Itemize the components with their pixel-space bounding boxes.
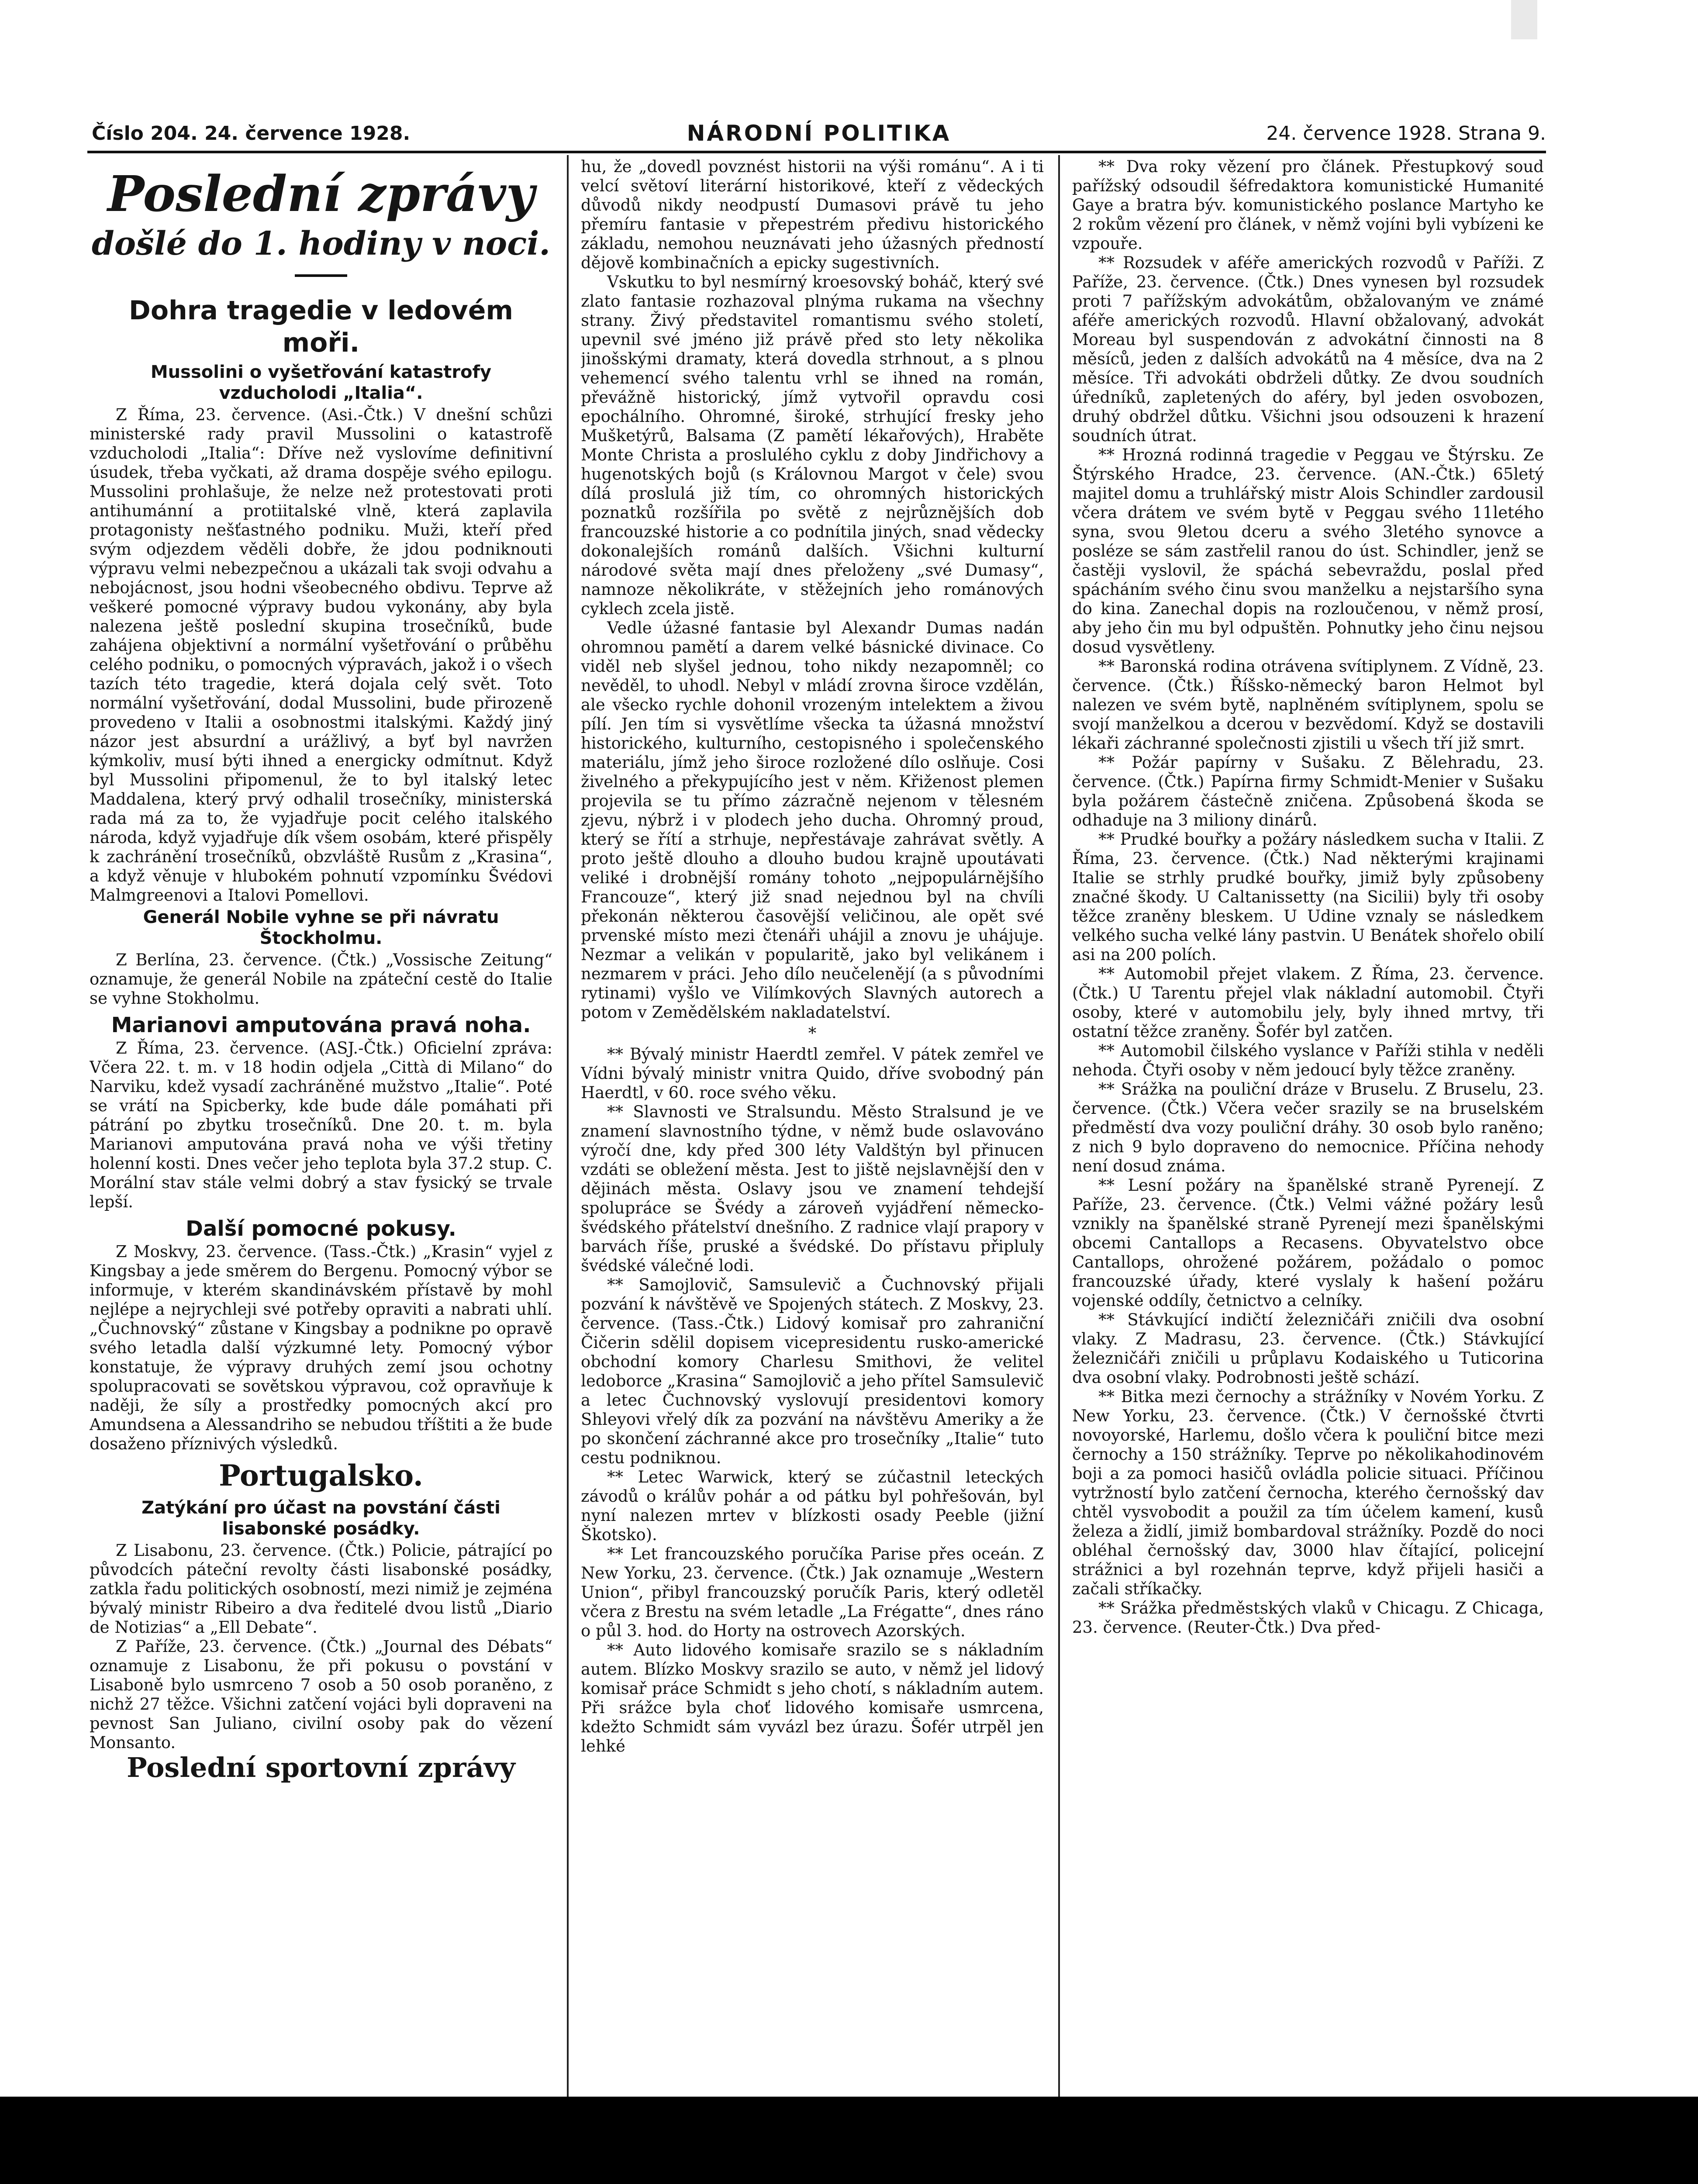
article-headline: Marianovi amputována pravá noha. [111,1013,531,1037]
news-item: ** Baronská rodina otrávena svítiplynem. Z Vídně, 23. července. (Čtk.) Říšsko-německý baron Helmot byl nalezen ve svém bytě, naplněném svítiplynem, spolu se svojí manželkou a dcerou v bezvědomí. Když se dostavili lékaři záchranné společnosti zjistili u všech tří již smrt. [1072,657,1544,753]
news-item: ** Bývalý ministr Haerdtl zemřel. V pátek zemřel ve Vídni bývalý ministr vnitra Quido, dříve svobodný pán Haerdtl, v 60. roce svého věku. [581,1045,1044,1102]
short-rule [295,274,347,277]
article-paragraph: Z Paříže, 23. července. (Čtk.) „Journal des Débats“ oznamuje z Lisabonu, že při pokusu o povstání v Lisaboně bylo usmrceno 7 osob a 50 osob poraněno, z nichž 27 těžce. Všichni zatčení vojáci byli dopraveni na pevnost San Juliano, civilní osoby pak do vězení Monsanto. [90,1637,552,1752]
masthead-rule [87,151,1546,153]
section-heading: Portugalsko. [219,1458,423,1493]
article-paragraph: Vedle úžasné fantasie byl Alexandr Dumas nadán ohromnou pamětí a darem velké básnické divinace. Co viděl neb slyšel jednou, toho nikdy nezapomněl; co nevěděl, to uhodl. Nebyl v mládí zrovna široce vzdělán, ale všecko rychle dohonil vrozeným intelektem a živou pílí. Jen tím si vysvětlíme všecka ta úžasná množství historického, kulturního, cestopisného i společenského materiálu, jímž jeho široce rozložené dílo oslňuje. Cosi živelného a překypujícího jest v něm. Křiženost plemen projevila se tu přímo zázračně nejenom v tělesném zjevu, nýbrž i v plodech jeho ducha. Ohromný proud, který se řítí a strhuje, nepřestávaje zahrávat světly. A proto ještě dlouho a dlouho budou krajně upoutávati veliké i drobnější romány tohoto „nejpopulárnějšího Francouze“, který již snad nejednou byl na chvíli překonán některou časovější veličinou, ale opět své prvenské místo mezi čtenáři uhájil a znovu je uhájuje. Nezmar a velikán v popularitě, jako byl velikánem i nezmarem v práci. Jeho dílo neučelenějí (a s původními rytinami) vyšlo ve Vilímkových Slavných autorech a potom v Zemědělském nakladatelství. [581,619,1044,1022]
article-paragraph: Z Berlína, 23. července. (Čtk.) „Vossische Zeitung“ oznamuje, že generál Nobile na zpáteční cestě do Italie se vyhne Stokholmu. [90,950,552,1008]
rubric-subtitle: došlé do 1. hodiny v noci. [91,225,551,263]
column-1 [90,157,552,2097]
issue-number: Číslo 204. 24. července 1928. [92,122,411,145]
article-paragraph: Z Říma, 23. července. (ASJ.-Čtk.) Oficielní zpráva: Včera 22. t. m. v 18 hodin odjela „Città di Milano“ do Narviku, kdež vysadí zachráněné mužstvo „Italie“. Poté se vrátí na Spicberky, kde bude dále pomáhati při pátrání po zbytku trosečníků. Dne 20. t. m. byla Marianovi amputována pravá noha ve výši třetiny holenní kosti. Dnes večer jeho teplota byla 37.2 stup. C. Morální stav stále velmi dobrý a stav fysický se trvale lepší. [90,1039,552,1211]
article-paragraph: Z Lisabonu, 23. července. (Čtk.) Policie, pátrající po původcích páteční revolty části lisabonské posádky, zatkla řadu politických osobností, mezi nimiž je zejména bývalý ministr Ribeiro a dva ředitelé dvou listů „Diario de Notizias“ a „Ell Debate“. [90,1541,552,1637]
news-item: ** Samojlovič, Samsulevič a Čuchnovský přijali pozvání k návštěvě ve Spojených státech. Z Moskvy, 23. července. (Tass.-Čtk.) Lidový komisař pro zahraniční Čičerin sdělil dopisem vicepresidentu rusko-americké obchodní komory Charlesu Smithovi, že velitel ledoborce „Krasina“ Samojlovič a jeho přítel Samsulevič a letec Čuchnovský vyslovují presidentovi komory Shleyovi vřelý dík za pozvání na návštěvu Ameriky a že po skončení záchranné akce pro trosečníky „Italie“ tuto cestu podniknou. [581,1275,1044,1467]
news-item: ** Automobil přejet vlakem. Z Říma, 23. července. (Čtk.) U Tarentu přejel vlak nákladní automobil. Čtyři osoby, které v automobilu jely, byly ihned mrtvy, tři ostatní těžce zraněny. Šofér byl zatčen. [1072,964,1544,1041]
article-headline: Generál Nobile vyhne se při návratu Štockholmu. [143,907,499,948]
rubric-title: Poslední zprávy [107,166,535,223]
news-item: ** Let francouzského poručíka Parise přes oceán. Z New Yorku, 23. července. (Čtk.) Jak oznamuje „Western Union“, přibyl francouzský poručík Paris, který odletěl včera z Brestu na svém letadle „La Frégatte“, dnes ráno o půl 3. hod. do Horty na ostrovech Azorských. [581,1545,1044,1640]
news-item: ** Auto lidového komisaře srazilo se s nákladním autem. Blízko Moskvy srazilo se auto, v němž jel lidový komisař práce Schmidt s jeho chotí, s nákladním autem. Při srážce byla choť lidového komisaře usmrcena, kdežto Schmidt sám vyvázl bez úrazu. Šofér utrpěl jen lehké [581,1641,1044,1755]
column-2 [581,157,1044,2097]
news-item: ** Lesní požáry na španělské straně Pyrenejí. Z Paříže, 23. července. (Čtk.) Velmi vážné požáry lesů vznikly na španělské straně Pyrenejí mezi španělskými obcemi Cantallops a Recasens. Obyvatelstvo obce Cantallops, ohrožené požárem, požádalo o pomoc francouzské úřady, které vyslaly k hašení požáru vojenské oddíly, četnictvo a celníky. [1072,1176,1544,1310]
article-paragraph: Z Říma, 23. července. (Asi.-Čtk.) V dnešní schůzi ministerské rady pravil Mussolini o katastrofě vzducholodi „Italia“: Dříve než vyslovíme definitivní úsudek, třeba vyčkati, až drama dospěje svého epilogu. Mussolini prohlašuje, že nelze než protestovati proti antihumánní a protiitalské vlně, která zaplavila protagonisty nešťastného podniku. Muži, kteří před svým odjezdem věděli dobře, že jdou podniknouti výpravu velmi nebezpečnou a ukázali tak svoji odvahu a nebojácnost, jsou hodni všeobecného obdivu. Teprve až veškeré pomocné výpravy budou vykonány, aby byla nalezena ještě poslední skupina trosečníků, bude zahájena objektivní a normální vyšetřování o průběhu celého podniku, o pomocných výpravách, jakož i o všech tazích této tragedie, která dojala celý svět. Toto normální vyšetřování, dodal Mussolini, bude přirozeně provedeno v Italii a osobnostmi italskými. Každý jiný názor jest absurdní a urážlivý, a byť byl navržen kýmkoliv, musí býti ihned a energicky odmítnut. Když byl Mussolini připomenul, že to byl italský letec Maddalena, který prvý odhalil trosečníky, ministerská rada má za to, že vyjadřuje pocit celého italského národa, když vyjadřuje dík všem osobám, které přispěly k zachránění trosečníků, obzvláště Rusům z „Krasina“, a když věnuje v hlubokém pohnutí vzpomínku Švédovi Malmgreenovi a Italovi Pomellovi. [90,405,552,905]
news-item: ** Rozsudek v aféře amerických rozvodů v Paříži. Z Paříže, 23. července. (Čtk.) Dnes vynesen byl rozsudek proti 7 pařížským advokátům, obžalovaným ve známé aféře amerických rozvodů. Hlavní obžalovaný, advokát Moreau byl suspendován z advokátní činnosti na 8 měsíců, jeden z dalších advokátů na 4 měsíce, dva na 2 měsíce. Tři advokáti obdrželi důtky. Ze dvou soudních úředníků, zapletených do aféry, byl jeden osvobozen, druhý obdržel důtku. Všichni jsou odsouzeni k hrazení soudních útrat. [1072,253,1544,445]
news-item: ** Letec Warwick, který se zúčastnil leteckých závodů o králův pohár a od pátku byl pohřešován, byl nyní nalezen mrtev v blízkosti osady Peeble (jižní Škotsko). [581,1468,1044,1544]
column-divider [1058,155,1060,2097]
news-item: ** Automobil čilského vyslance v Paříži stihla v neděli nehoda. Čtyři osoby v něm jedoucí byly těžce zraněny. [1072,1041,1544,1079]
article-subheadline: Mussolini o vyšetřování katastrofy vzducholodi „Italia“. [150,362,492,403]
newspaper-title: NÁRODNÍ POLITIKA [687,121,951,146]
scan-tape-strip [1511,0,1537,39]
news-item: ** Slavnosti ve Stralsundu. Město Stralsund je ve znamení slavnostního týdne, v němž bude oslavováno výročí dne, kdy před 300 léty Valdštýn byl přinucen vzdáti se obležení města. Jest to jiště nejslavnější den v dějinách města. Oslavy jsou ve znamení tehdejší spolupráce se Švédy a zároveň vyjádření německo-švédského přátelství dnešního. Z radnice vlají prapory v barvách říše, pruské a švédské. Do přístavu připluly švédské válečné lodi. [581,1102,1044,1275]
news-item: ** Požár papírny v Sušaku. Z Bělehradu, 23. července. (Čtk.) Papírna firmy Schmidt-Menier v Sušaku byla požárem částečně zničena. Způsobená škoda se odhaduje na 3 miliony dinárů. [1072,753,1544,829]
article-paragraph: Z Moskvy, 23. července. (Tass.-Čtk.) „Krasin“ vyjel z Kingsbay a jede směrem do Bergenu. Pomocný výbor se informuje, v kterém skandinávském přístavě by mohl nejlépe a nejrychleji své potřeby opraviti a nabrati uhlí. „Čuchnovský“ zůstane v Kingsbay a podnikne po opravě svého letadla další výzkumné lety. Pomocný výbor konstatuje, že výpravy druhých zemí jsou ochotny spolupracovati se sovětskou výpravou, což opravňuje k naději, že síly a prostředky pomocných akcí pro Amundsena a Alessandrihо se nebudou tříštiti a že bude dosaženo příznivých výsledků. [90,1242,552,1453]
article-paragraph: Vskutku to byl nesmírný kroesovský boháč, který své zlato fantasie rozhazoval plnýma rukama na všechny strany. Živý představitel romantismu svého století, upevnil své jméno již právě před sto lety několika jinošskými dramaty, která dovedla strhnout, a s plnou vehemencí svého talentu vrhl se ihned na román, převážně historický, jímž vytvořil opravdu cosi epochálního. Ohromné, široké, strhující fresky jeho Mušketýrů, Balsama (Z pamětí lékařových), Hraběte Monte Christa a proslulého cyklu z doby Jindřichovy a hugenotských bojů (s Královnou Margot v čele) svou dílá proslulá již tím, co ohromných historických poznatků rozšířila po světě z nejrůznějších dob francouzské historie a co podnítila jiných, snad vědecky dokonalejších románů dalších. Všichni kulturní národové světa mají dnes přeloženy „své Dumasy“, namnoze několikráte, v stěžejních jeho románových cyklech zcela jistě. [581,273,1044,618]
article-headline: Dohra tragedie v ledovém moři. [129,295,513,358]
news-item: ** Stávkující indičtí železničáři zničili dva osobní vlaky. Z Madrasu, 23. července. (Čtk.) Stávkující železničáři zničili u průplavu Kodaiského u Tuticorina dva osobní vlaky. Podrobnosti ještě schází. [1072,1310,1544,1387]
section-heading: Poslední sportovní zprávy [127,1752,515,1783]
news-item: ** Hrozná rodinná tragedie v Peggau ve Štýrsku. Ze Štýrského Hradce, 23. července. (AN.-Čtk.) 65letý majitel domu a truhlářský mistr Alois Schindler zardousil včera drátem ve svém bytě v Peggau svého 11letého syna, svou 9letou dceru a svého 3letého synovce a posléze se sám zastřelil ranou do úst. Schindler, jenž se častěji vyslovil, že spáchá sebevraždu, poslal před spácháním svého činu svou manželku a nejstaršího syna do kina. Zanechal dopis na rozloučenou, v němž prosí, aby jeho čin mu byl odpuštěn. Pohnutky jeho činu nejsou dosud vysvětleny. [1072,446,1544,657]
news-item: ** Dva roky vězení pro článek. Přestupkový soud pařížský odsoudil šéfredaktora komunistické Humanité Gaye a bratra býv. komunistického poslance Martyho ke 2 rokům vězení pro článek, v němž vojíni byli vybízeni ke vzpouře. [1072,157,1544,253]
article-paragraph: hu, že „dovedl povznést historii na výši románu“. A i ti velcí světoví literární historikové, kteří z vědeckých důvodů nikdy neodpustí Dumasovi právě tu jeho přemíru fantasie v přepestrém předivu historického základu, nemohou neuznávati jeho úžasných předností dějově kombinačních a epicky sugestivních. [581,157,1044,272]
masthead [92,118,1546,153]
article-headline: Zatýkání pro účast na povstání části lisabonské posádky. [142,1498,500,1539]
separator-asterisk: * [808,1024,817,1043]
news-item: ** Prudké bouřky a požáry následkem sucha v Italii. Z Říma, 23. července. (Čtk.) Nad některými krajinami Italie se strhly prudké bouřky, jimiž byly způsobeny značné škody. U Caltanissetty (na Sicilii) byly tři osoby těžce zraněny bleskem. U Udine vznaly se následkem velkého sucha velké lány pastvin. U Benátek shořelo obilí asi na 200 polích. [1072,830,1544,964]
column-3 [1072,157,1544,2097]
column-divider [567,155,569,2097]
date-page: 24. července 1928. Strana 9. [1266,122,1546,145]
article-headline: Další pomocné pokusy. [186,1216,456,1241]
news-item: ** Srážka předměstských vlaků v Chicagu. Z Chicaga, 23. července. (Reuter-Čtk.) Dva před- [1072,1599,1544,1637]
news-item: ** Bitka mezi černochy a strážníky v Novém Yorku. Z New Yorku, 23. července. (Čtk.) V černošské čtvrti novoyorské, Harlemu, došlo včera k pouliční bitce mezi černochy a 150 strážníky. Teprve po několikahodinovém boji a za pomoci hasičů ovládla policie situaci. Příčinou vytržností bylo zatčení černocha, kterého černošský dav chtěl vysvobodit a použil za tím účelem kamení, kusů železa a židlí, jimiž bombardoval strážníky. Pozdě do noci obléhal černošský dav, 3000 hlav čítající, policejní strážnici a byl rozehnán teprve, když přijeli hasiči a začali stříkačky. [1072,1387,1544,1598]
news-item: ** Srážka na pouliční dráze v Bruselu. Z Bruselu, 23. července. (Čtk.) Včera večer srazily se na bruselském předměstí dva vozy pouliční dráhy. 30 osob bylo raněno; z nich 9 bylo dopraveno do nemocnice. Příčina nehody není dosud známa. [1072,1080,1544,1175]
